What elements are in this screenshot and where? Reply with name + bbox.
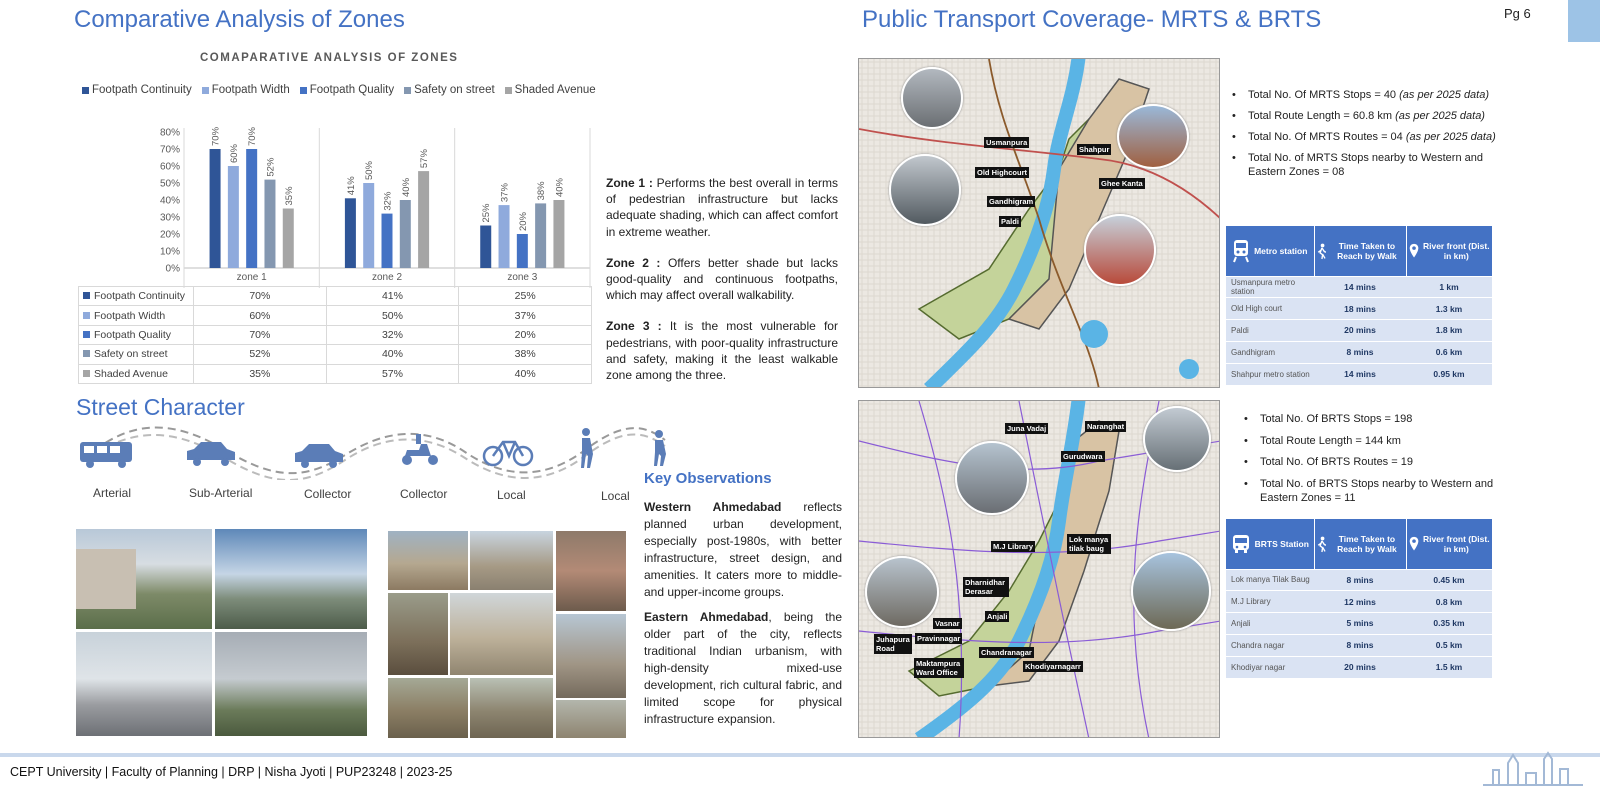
bar-data-label: 60% [228, 143, 240, 163]
street-label-sub-arterial: Sub-Arterial [189, 486, 253, 500]
map-label: Naranghat [1087, 422, 1125, 431]
photo-western-junction [215, 632, 367, 736]
walking-icon [1317, 531, 1327, 557]
chart-title: COMAPARATIVE ANALYSIS OF ZONES [200, 52, 459, 64]
chart-data-table [78, 286, 592, 384]
table-row: Chandra nagar 8 mins 0.5 km [1226, 634, 1492, 656]
street-label-arterial: Arterial [93, 486, 132, 500]
western-heading: Western Ahmedabad [644, 500, 782, 514]
legend-item: Footpath Width [202, 84, 290, 96]
map-label: Lok manya tilak baug [1067, 534, 1111, 554]
table-row: Anjali 5 mins 0.35 km [1226, 613, 1492, 635]
brts-stat-item: • Total Route Length = 144 km [1238, 434, 1500, 449]
zone-description: Zone 2 : Offers better shade but lacks good-quality and continuous footpaths, which may affect overall walkability. [606, 255, 838, 303]
y-tick-label: 50% [159, 178, 180, 190]
eastern-heading: Eastern Ahmedabad [644, 610, 769, 624]
street-label-collector: Collector [400, 487, 448, 501]
photo-eastern-4 [388, 593, 448, 675]
page-number: Pg 6 [1504, 6, 1531, 21]
bar [246, 149, 257, 268]
page-title-right: Public Transport Coverage- MRTS & BRTS [862, 6, 1322, 33]
map-label: Paldi [1001, 217, 1019, 226]
car-icon [187, 442, 235, 466]
y-tick-label: 20% [159, 229, 180, 241]
bus-icon [80, 442, 132, 468]
pedestrian-icon [581, 428, 666, 468]
photo-western-highway [76, 632, 212, 736]
brts-stat-item: • Total No. Of BRTS Stops = 198 [1238, 412, 1500, 427]
bar-data-label: 70% [247, 126, 259, 146]
map-label: M.J Library [993, 542, 1034, 551]
table-row: Footpath Continuity 70% 41% 25% [79, 287, 592, 306]
brts-table [1226, 519, 1492, 678]
y-tick-label: 70% [159, 144, 180, 156]
brts-photo-1 [955, 441, 1029, 515]
map-label: Ghee Kanta [1101, 179, 1143, 188]
map-label: Juhapura Road [874, 634, 912, 654]
bar-data-label: 35% [283, 186, 295, 206]
mrts-stat-item: • Total Route Length = 60.8 km (as per 2025 data) [1226, 109, 1501, 123]
mrts-stat-item: • Total No. Of MRTS Stops = 40 (as per 2025 data) [1226, 88, 1501, 102]
table-row: Shaded Avenue 35% 57% 40% [79, 364, 592, 383]
car-icon [295, 444, 343, 468]
photo-eastern-9 [556, 700, 626, 738]
map-label: Vasnar [935, 619, 960, 628]
corner-tab [1568, 0, 1600, 42]
bus-icon [1231, 533, 1251, 555]
map-label: Juna Vadaj [1007, 424, 1047, 433]
bar [480, 226, 491, 269]
bar [382, 214, 393, 268]
bar-data-label: 32% [382, 191, 394, 211]
footer-text: CEPT University | Faculty of Planning | DRP | Nisha Jyoti | PUP23248 | 2023-25 [10, 765, 453, 779]
bar [228, 166, 239, 268]
bar-data-label: 40% [400, 177, 412, 197]
brts-photo-4 [1131, 551, 1211, 631]
brts-photo-3 [865, 556, 939, 628]
bar-data-label: 40% [554, 177, 566, 197]
bar [264, 180, 275, 268]
street-character-diagram [75, 420, 675, 480]
location-pin-icon [1409, 533, 1419, 555]
metro-train-icon [1232, 238, 1250, 264]
photo-western-road [215, 529, 367, 629]
y-tick-label: 10% [159, 246, 180, 258]
zone-description: Zone 3 : It is the most vulnerable for pedestrians, with poor-quality infrastructure and safety, making it the least walkable zone among the three. [606, 319, 838, 383]
photo-eastern-5 [450, 593, 553, 675]
bar [535, 203, 546, 268]
table-row: Khodiyar nagar 20 mins 1.5 km [1226, 656, 1492, 678]
bar-data-label: 20% [517, 211, 529, 231]
bar [517, 234, 528, 268]
chart-legend [82, 84, 596, 96]
photo-eastern-6 [556, 614, 626, 698]
bar-data-label: 70% [210, 126, 222, 146]
brts-stat-item: • Total No. of BRTS Stops nearby to Western and Eastern Zones = 11 [1238, 477, 1500, 506]
map-label: Gurudwara [1063, 452, 1103, 461]
scooter-icon [402, 434, 438, 465]
brts-stats-list [1238, 412, 1500, 513]
map-label: Dharnidhar Derasar [963, 577, 1009, 597]
y-tick-label: 0% [165, 263, 180, 275]
photo-eastern-7 [388, 678, 468, 738]
key-observations-title: Key Observations [644, 470, 772, 487]
bar-data-label: 37% [499, 183, 511, 203]
table-row: Paldi 20 mins 1.8 km [1226, 320, 1492, 342]
bar [553, 200, 564, 268]
map-label: Anjali [987, 612, 1008, 621]
map-label: Old Highcourt [977, 168, 1027, 177]
bar [283, 209, 294, 269]
y-tick-label: 30% [159, 212, 180, 224]
category-label: zone 1 [236, 272, 267, 283]
table-row: Shahpur metro station 14 mins 0.95 km [1226, 363, 1492, 385]
table-row: M.J Library 12 mins 0.8 km [1226, 591, 1492, 613]
mrts-map [858, 58, 1220, 388]
brts-map [858, 400, 1220, 738]
brts-photo-2 [1143, 406, 1211, 472]
photo-eastern-3 [556, 531, 626, 611]
table-header: Metro station [1254, 245, 1308, 256]
table-row: Footpath Quality 70% 32% 20% [79, 325, 592, 344]
bar-chart [150, 120, 600, 290]
table-row: Gandhigram 8 mins 0.6 km [1226, 341, 1492, 363]
photo-eastern-1 [388, 531, 468, 590]
bar-data-label: 41% [345, 176, 357, 196]
bar-data-label: 57% [419, 149, 431, 169]
category-label: zone 3 [507, 272, 538, 283]
bar [418, 171, 429, 268]
table-header: Time Taken to Reach by Walk [1337, 240, 1397, 261]
bar-data-label: 25% [481, 203, 493, 223]
map-label: Maktampura Ward Office [914, 658, 964, 678]
table-header: Time Taken to Reach by Walk [1337, 533, 1397, 554]
y-tick-label: 80% [159, 127, 180, 139]
bar [210, 149, 221, 268]
zone-description: Zone 1 : Performs the best overall in terms of pedestrian infrastructure but lacks adequate shading, which can affect comfort in extreme weather. [606, 176, 838, 239]
legend-item: Safety on street [404, 84, 495, 96]
map-label: Usmanpura [986, 138, 1028, 147]
brts-stat-item: • Total No. Of BRTS Routes = 19 [1238, 455, 1500, 470]
table-header: BRTS Station [1254, 538, 1309, 549]
walking-icon [1317, 238, 1327, 264]
map-label: Khodiyarnagarr [1025, 662, 1081, 671]
table-header: River front (Dist. in km) [1422, 240, 1490, 261]
bar-data-label: 38% [536, 181, 548, 201]
map-label: Shahpur [1079, 145, 1110, 154]
table-row: Lok manya Tilak Baug 8 mins 0.45 km [1226, 569, 1492, 591]
mrts-stat-item: • Total No. Of MRTS Routes = 04 (as per 2025 data) [1226, 130, 1501, 144]
zone-descriptions [606, 175, 838, 398]
street-label-local: Local [497, 488, 526, 502]
photo-eastern-2 [470, 531, 553, 590]
mrts-stats-list [1226, 88, 1501, 186]
table-row: Safety on street 52% 40% 38% [79, 345, 592, 364]
photo-western-flyover [76, 529, 212, 629]
photo-eastern-8 [470, 678, 553, 738]
key-observations-text [644, 499, 842, 736]
map-label: Chandranagar [981, 648, 1032, 657]
table-row: Old High court 18 mins 1.3 km [1226, 298, 1492, 320]
table-header: River front (Dist. in km) [1422, 533, 1490, 554]
bar [499, 205, 510, 268]
bar-data-label: 50% [364, 160, 376, 180]
location-pin-icon [1409, 240, 1419, 262]
bar-data-label: 52% [265, 157, 277, 177]
mrts-photo-shahpur [1117, 104, 1189, 169]
mrts-table [1226, 226, 1492, 385]
western-text: reflects planned urban development, especially post-1980s, with better infrastructure, street design, and amenities. It caters more to middle- and upper-income groups. [644, 500, 842, 599]
y-tick-label: 60% [159, 161, 180, 173]
bar [363, 183, 374, 268]
category-label: zone 2 [371, 272, 403, 283]
legend-item: Footpath Quality [300, 84, 394, 96]
page-title-left: Comparative Analysis of Zones [74, 6, 405, 33]
mrts-stat-item: • Total No. of MRTS Stops nearby to Western and Eastern Zones = 08 [1226, 151, 1501, 179]
bar [400, 200, 411, 268]
map-label: Pravinnagar [917, 634, 961, 643]
mrts-photo-gandhigram [1084, 214, 1156, 286]
bicycle-icon [484, 442, 532, 465]
street-label-collector: Collector [304, 487, 352, 501]
legend-item: Footpath Continuity [82, 84, 192, 96]
bar [345, 198, 356, 268]
footer-rule [0, 753, 1600, 757]
y-tick-label: 40% [159, 195, 180, 207]
street-character-title: Street Character [76, 394, 245, 420]
mrts-photo-old-highcourt [889, 154, 961, 226]
legend-item: Shaded Avenue [505, 84, 596, 96]
map-label: Gandhigram [989, 197, 1034, 206]
eastern-text: , being the older part of the city, reflects traditional Indian urbanism, with high-density mixed-use development, rich cultural fabric, and limited scope for physical infrastructure expansion. [644, 610, 842, 726]
skyline-logo-icon [1478, 745, 1588, 795]
table-row: Footpath Width 60% 50% 37% [79, 306, 592, 325]
mrts-photo-usmanpura [901, 67, 963, 129]
street-label-local: Local [601, 489, 630, 503]
table-row: Usmanpura metro station 14 mins 1 km [1226, 276, 1492, 298]
